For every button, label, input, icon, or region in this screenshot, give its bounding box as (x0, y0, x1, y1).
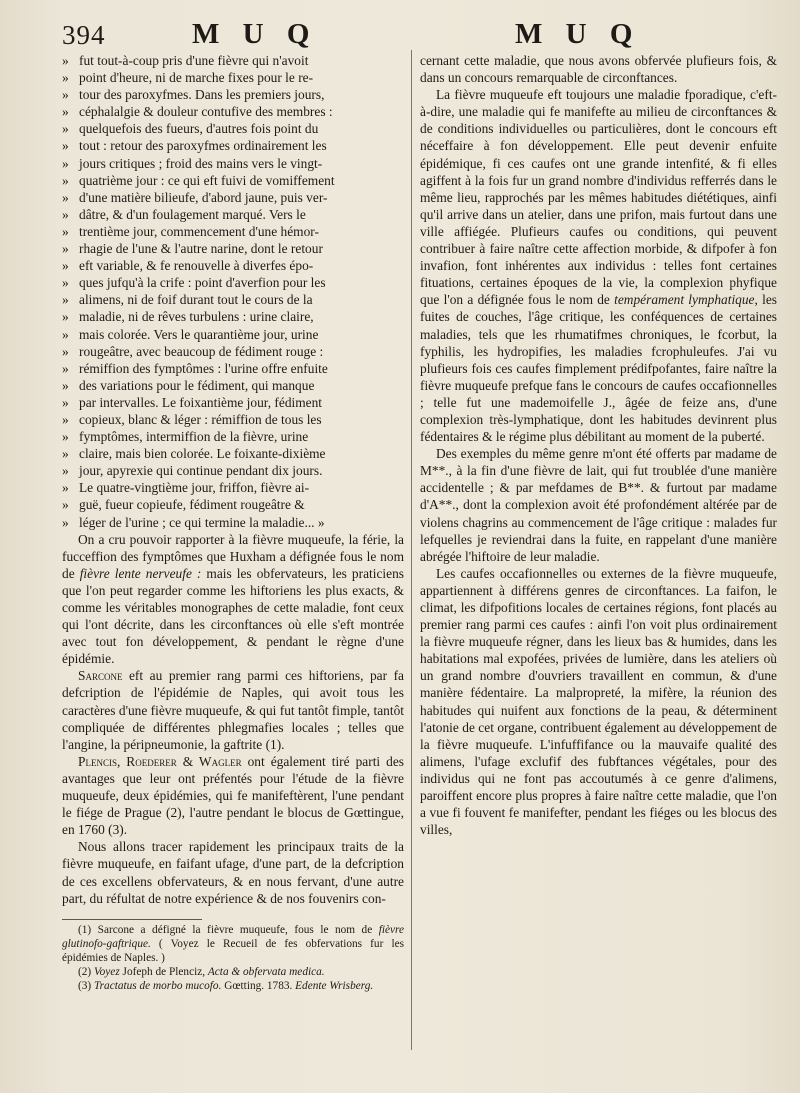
footnote-text: (3) (78, 979, 94, 992)
quote-text: copieux, blanc & léger : rémiffion de tous les (79, 411, 322, 427)
paragraph-sarcone (62, 667, 404, 752)
paragraph-sporadic (420, 86, 777, 445)
quote-text: claire, mais bien colorée. Le foixante-dixième (79, 446, 326, 462)
footnote-text: (2) (78, 965, 94, 978)
quote-line (62, 291, 404, 308)
quote-line (62, 120, 404, 137)
quote-line (62, 326, 404, 343)
footnote-text: Jofeph de Plenciz, (119, 965, 208, 978)
quote-mark: » (62, 121, 69, 137)
quote-mark: » (62, 394, 69, 410)
quote-line (62, 360, 404, 377)
quote-line (62, 445, 404, 462)
quote-mark: » (62, 172, 69, 188)
footnote-text: (1) Sarcone a défigné la fièvre muqueufe, fous le nom de (78, 923, 379, 936)
quote-text: quelquefois des fueurs, d'autres fois point du (79, 121, 319, 137)
paragraph-huxham (62, 531, 404, 668)
running-head-left: M U Q (192, 18, 318, 50)
quote-line (62, 257, 404, 274)
paragraph-causes: Les caufes occafionnelles ou externes de la fièvre muqueufe, appartiennent à différens genres de circonftances. La faifon, le climat, les difpofitions locales de certaines régions, font placés au premier rang parmi ces caufes : ainfi l'on voit plus ordinairement la fièvre muqueufe régner, dans les lieux bas & humides, dans les habitations mal expofées, privées de lumière, dans les ateliers où un grand nombre d'ouvriers travaillent en commun, & d'une manière fédentaire. La malpropreté, la mifère, la réunion des habitudes qui nuifent aux fonctions de la peau, & déterminent l'atonie de cet organe, contribuent également au développement de la fièvre muqueufe. L'infuffifance ou la mauvaife qualité des alimens, l'ufage exclufif des fubftances végétales, pour des individus qui ne font pas accoutumés à ce genre d'alimens, paroiffent encore plus propres à faire naître cette maladie, que l'on a vue fi fouvent fe manifefter, pendant les fiéges ou les blocus des villes, (420, 565, 777, 838)
quote-text: guë, fueur copieufe, fédiment rougeâtre & (79, 497, 305, 513)
quote-mark: » (62, 497, 69, 513)
quote-text: mais colorée. Vers le quarantième jour, urine (79, 326, 319, 342)
quote-line (62, 103, 404, 120)
page-number: 394 (62, 20, 106, 50)
quote-mark: » (62, 360, 69, 376)
quote-line (62, 86, 404, 103)
quote-mark: » (62, 292, 69, 308)
footnote-3 (62, 979, 404, 993)
left-column (62, 52, 404, 993)
italic-term: tempérament lymphatique (614, 292, 755, 308)
quote-line (62, 240, 404, 257)
quote-line (62, 377, 404, 394)
quote-text: jours critiques ; froid des mains vers le vingt- (79, 155, 323, 171)
quote-text: eft variable, & fe renouvelle à diverfes épo- (79, 258, 314, 274)
quote-mark: » (62, 70, 69, 86)
quote-mark: » (62, 87, 69, 103)
paragraph-text: On a cru pouvoir rapporter à la fièvre muqueufe, la férie, la fucceffion des fymptômes que Huxham a défignée fous le nom de (62, 531, 404, 581)
quote-mark: » (62, 275, 69, 291)
quote-line (62, 172, 404, 189)
quote-text: alimens, ni de foif durant tout le cours de la (79, 292, 313, 308)
quote-text: dâtre, & d'un foulagement marqué. Vers le (79, 206, 306, 222)
quote-text: Le quatre-vingtième jour, friffon, fièvre ai- (79, 480, 310, 496)
column-divider (411, 50, 412, 1050)
running-head-right: M U Q (515, 18, 641, 50)
quote-mark: » (62, 514, 69, 530)
quote-line (62, 52, 404, 69)
footnote-text: ( Voyez le Recueil de fes obfervations fur les épidémies de Naples. ) (62, 937, 404, 964)
quote-text: fut tout-à-coup pris d'une fièvre qui n'avoit (79, 53, 309, 68)
paragraph-continuation: cernant cette maladie, que nous avons obfervée plufieurs fois, & dans un concours remarquable de circonftances. (420, 53, 777, 86)
footnote-2 (62, 965, 404, 979)
paragraph-plenciz (62, 753, 404, 838)
paragraph-examples: Des exemples du même genre m'ont été offerts par madame de M**., à la fin d'une fièvre de lait, qui fut troublée d'une manière accidentelle ; & par mefdames de B**. & furtout par madame d'A**., dont la complexion avoit été profondément altérée par de violens chagrins au commencement de l'âge critique : malades fur lefquelles je reviendrai dans la fuite, en rappelant d'une manière abrégée l'hiftoire de leur maladie. (420, 446, 777, 564)
quote-mark: » (62, 53, 69, 68)
footnote-italic: Voyez (94, 965, 120, 978)
quote-line (62, 394, 404, 411)
footnote-text: Gœtting. 1783. (221, 979, 296, 992)
quote-text: maladie, ni de rêves turbulens : urine claire, (79, 309, 314, 325)
quote-text: fymptômes, intermiffion de la fièvre, urine (79, 429, 309, 445)
quote-line (62, 69, 404, 86)
quote-mark: » (62, 258, 69, 274)
footnotes (62, 923, 404, 993)
quote-mark: » (62, 429, 69, 445)
quote-line (62, 308, 404, 325)
quote-line (62, 274, 404, 291)
quote-mark: » (62, 480, 69, 496)
quote-mark: » (62, 206, 69, 222)
quote-mark: » (62, 377, 69, 393)
paragraph-text: ont également tiré parti des avantages que leur ont préfentés pour l'étude de la fièvre muqueufe, deux épidémies, qui fe manifeftèrent, l'une pendant le fiége de Prague (2), l'autre pendant le blocus de Gœttingue, en 1760 (3). (62, 753, 405, 838)
quote-line (62, 343, 404, 360)
quote-line (62, 514, 404, 531)
page-header (0, 18, 800, 54)
quote-line (62, 137, 404, 154)
paragraph-text: La fièvre muqueufe eft toujours une maladie fporadique, c'eft-à-dire, une maladie qui fe manifefte au milieu de circonftances & de conditions individuelles ou particulières, dont le concours eft néceffaire à fon développement. Elle peut devenir enfuite épidémique, fi ces caufes ont une grande intenfité, & fi elles agiffent à la fois fur un grand nombre d'individus refferrés dans le même lieu, rapprochés par les mêmes habitudes diététiques, ainfi qu'il arrive dans un atelier, dans une prifon, mais furtout dans une ville affiégée. Plufieurs caufes ou conditions, qui peuvent contribuer à faire naître cette affection morbide, & difpofer à fon invafion, font inhérentes aux individus : telles font certaines fituations, certaines époques de la vie, la complexion phyfique que l'on a défignée fous le nom de (420, 87, 777, 308)
quote-text: tout : retour des paroxyfmes ordinairement les (79, 138, 327, 154)
footnote-italic: fièvre glutinofo-gaftrique. (62, 923, 404, 950)
quote-line (62, 479, 404, 496)
quote-line (62, 428, 404, 445)
quote-text: céphalalgie & douleur contufive des membres : (79, 104, 333, 120)
quote-text: rémiffion des fymptômes : l'urine offre enfuite (79, 360, 328, 376)
footnote-italic: Tractatus de morbo mucofo. (94, 979, 222, 992)
quoted-case-history (62, 52, 404, 531)
quote-mark: » (62, 104, 69, 120)
paragraph-text: mais les obfervateurs, les praticiens que l'on peut regarder comme les hiftoriens les plus exacts, & comme les véritables monographes de cette maladie, font ceux qui l'ont décrite, dans les circonftances où elle s'eft montrée avec tout fon développement, & pendant le règne d'une épidémie. (62, 565, 404, 667)
quote-text: rhagie de l'une & l'autre narine, dont le retour (79, 241, 323, 257)
quote-line (62, 496, 404, 513)
footnote-divider (62, 919, 202, 920)
quote-text: des variations pour le fédiment, qui manque (79, 377, 315, 393)
quote-text: léger de l'urine ; ce qui termine la maladie... » (79, 514, 325, 530)
quote-mark: » (62, 189, 69, 205)
quote-text: d'une matière bilieufe, d'abord jaune, puis ver- (79, 189, 328, 205)
quote-text: par intervalles. Le foixantième jour, fédiment (79, 394, 323, 410)
quote-text: rougeâtre, avec beaucoup de fédiment rouge : (79, 343, 324, 359)
quote-text: trentième jour, commencement d'une hémor- (79, 223, 319, 239)
quote-mark: » (62, 223, 69, 239)
paragraph-text: , les fuites de couches, l'âge critique, les conféquences de certaines maladies, tels que les rhumatifmes chroniques, le fcorbut, la fyphilis, les hydropifies, les maladies fcrophuleufes. J'ai vu plufieurs fois ces caufes fimplement prédifpofantes, faire naître la fièvre muqueufe prefque fans le concours de caufes occafionnelles ; telle fut une mademoifelle J., âgée de feize ans, d'une complexion très-lymphatique, dont les habitudes devinrent plus fédentaires & le régime plus débilitant au moment de la puberté. (420, 292, 777, 445)
quote-mark: » (62, 411, 69, 427)
quote-line (62, 206, 404, 223)
quote-line (62, 462, 404, 479)
quote-text: ques jufqu'à la crife : point d'averfion pour les (79, 275, 326, 291)
quote-mark: » (62, 241, 69, 257)
author-names: Plencis, Roederer & Wagler (78, 753, 242, 769)
quote-line (62, 411, 404, 428)
footnote-italic: Edente Wrisberg. (295, 979, 374, 992)
quote-line (62, 155, 404, 172)
quote-mark: » (62, 138, 69, 154)
quote-mark: » (62, 343, 69, 359)
quote-mark: » (62, 463, 69, 479)
paragraph-text: eft au premier rang parmi ces hiftoriens, par fa defcription de l'épidémie de Naples, qui avoit tous les caractères d'une fièvre muqueufe, & qui fut tantôt fimple, tantôt compliquée de différentes phlegmafies locales ; telles que l'angine, la péripneumonie, la gaftrite (1). (62, 668, 404, 752)
quote-text: quatrième jour : ce qui eft fuivi de vomiffement (79, 172, 335, 188)
quote-mark: » (62, 309, 69, 325)
italic-term: fièvre lente nerveufe : (79, 565, 202, 581)
quote-line (62, 223, 404, 240)
author-name: Sarcone (78, 668, 123, 684)
quote-text: tour des paroxyfmes. Dans les premiers jours, (79, 87, 325, 103)
footnote-1 (62, 923, 404, 965)
quote-mark: » (62, 155, 69, 171)
quote-mark: » (62, 326, 69, 342)
quote-text: point d'heure, ni de marche fixes pour le re- (79, 70, 314, 86)
right-column (420, 52, 777, 838)
footnote-italic: Acta & obfervata medica. (207, 965, 325, 978)
quote-mark: » (62, 446, 69, 462)
quote-text: jour, apyrexie qui continue pendant dix jours. (79, 463, 323, 479)
paragraph-nous-allons: Nous allons tracer rapidement les principaux traits de la fièvre muqueufe, en faifant ufage, d'une part, de la defcription de ces excellens obfervateurs, & en nous fervant, d'une autre part, du réfultat de notre expérience & de nos fouvenirs con- (62, 839, 404, 906)
quote-line (62, 189, 404, 206)
